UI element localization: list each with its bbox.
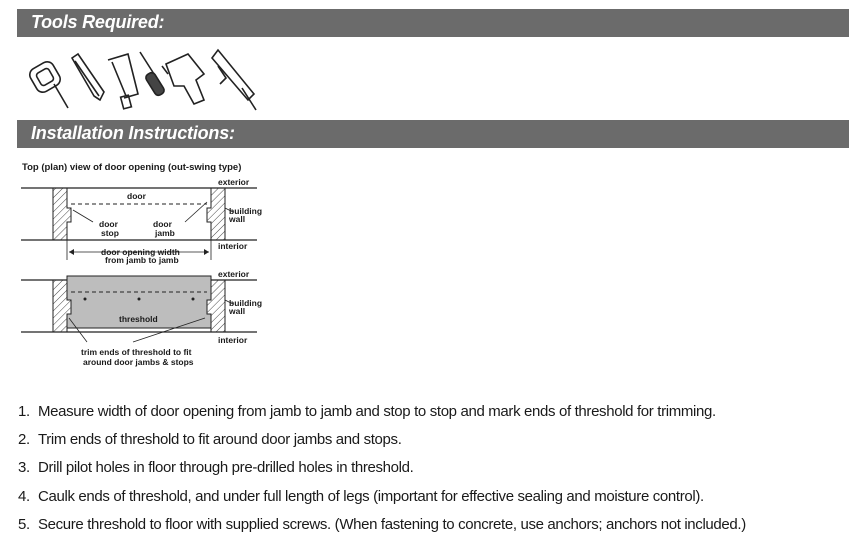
pencil-icon: [72, 54, 104, 100]
top-building-label: building: [229, 206, 263, 216]
step-number: 4.: [18, 487, 30, 505]
bottom-exterior-label: exterior: [218, 269, 250, 279]
door-stop-label-2: stop: [101, 228, 119, 238]
step-text: Drill pilot holes in floor through pre-drilled holes in threshold.: [38, 459, 414, 477]
step-item: [18, 488, 746, 516]
bottom-wall-label: wall: [229, 306, 246, 316]
tape-measure-icon: [28, 59, 68, 108]
instruction-steps: [18, 403, 746, 544]
top-wall-label: wall: [229, 214, 246, 224]
door-opening-diagram: [15, 172, 285, 372]
tools-required-heading: Tools Required:: [31, 12, 165, 32]
installation-header: [17, 120, 849, 148]
step-text: Measure width of door opening from jamb to jamb and stop to stop and mark ends of threshold for trimming.: [38, 403, 716, 420]
threshold-label: threshold: [119, 314, 158, 324]
step-item: [18, 403, 746, 431]
trim-label-2: around door jambs & stops: [83, 357, 194, 367]
top-interior-label: interior: [218, 241, 248, 251]
top-exterior-label: exterior: [218, 177, 250, 187]
caulk-gun-icon: [212, 50, 256, 110]
step-number: 3.: [18, 459, 30, 477]
step-number: 1.: [18, 403, 30, 420]
door-label: door: [127, 191, 146, 201]
installation-heading: Installation Instructions:: [31, 123, 235, 143]
width-label-1: door opening width: [101, 247, 180, 257]
step-item: [18, 459, 746, 487]
width-label-2: from jamb to jamb: [105, 255, 179, 265]
step-text: Secure threshold to floor with supplied screws. (When fastening to concrete, use anchors; anchors not included.): [38, 515, 746, 533]
step-number: 5.: [18, 515, 30, 533]
step-item: [18, 516, 746, 544]
door-jamb-label-1: door: [153, 219, 172, 229]
screwdriver-icon: [140, 52, 166, 97]
hacksaw-icon: [108, 54, 138, 109]
door-jamb-label-2: jamb: [155, 228, 175, 238]
step-number: 2.: [18, 431, 30, 449]
power-drill-icon: [162, 54, 204, 104]
bottom-building-label: building: [229, 298, 263, 308]
step-text: Trim ends of threshold to fit around door jambs and stops.: [38, 431, 402, 449]
bottom-plan-view: [21, 269, 262, 367]
trim-label-1: trim ends of threshold to fit: [81, 347, 192, 357]
door-stop-label-1: door: [99, 219, 118, 229]
tools-illustration: [28, 44, 268, 112]
bottom-interior-label: interior: [218, 335, 248, 345]
top-plan-view: [21, 177, 262, 265]
tools-required-header: [17, 9, 849, 37]
step-text: Caulk ends of threshold, and under full length of legs (important for effective sealing and moisture control).: [38, 487, 704, 505]
step-item: [18, 431, 746, 459]
diagram-title: Top (plan) view of door opening (out-swing type): [22, 162, 242, 173]
